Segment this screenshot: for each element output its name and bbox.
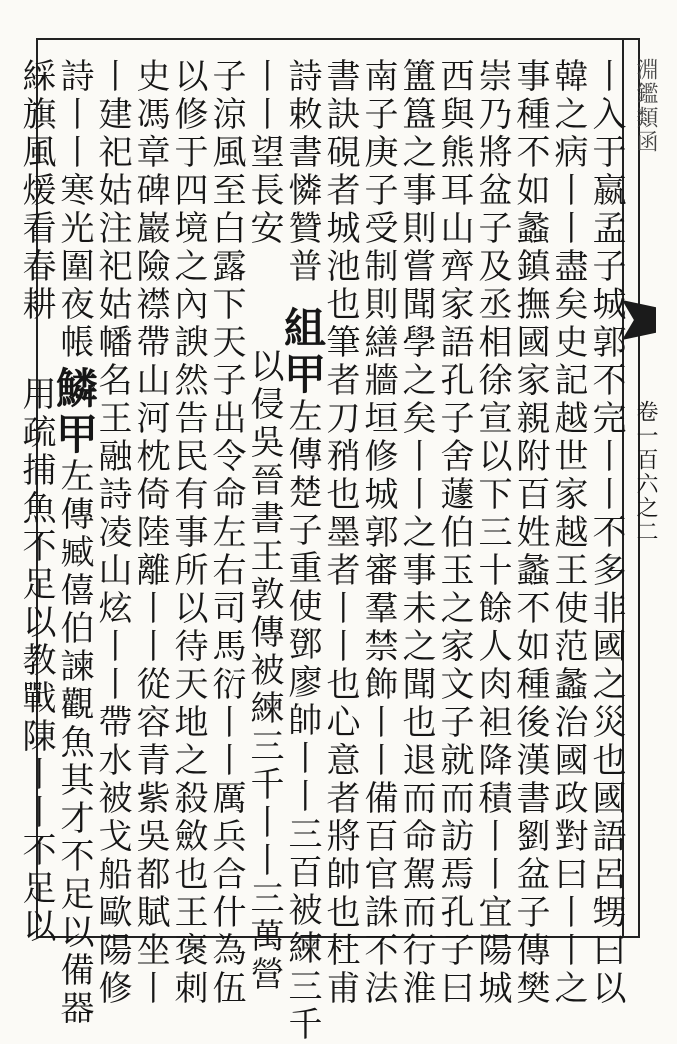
- poem-line: 詩敕書憐贊普: [282, 58, 322, 286]
- entry-text: 用疏捕魚不足以教戰陳丨丨不足以: [16, 376, 56, 946]
- text-column-7: 南子庚子受制則繕牆垣修城郭審羣禁飾丨丨備百官誅不法: [358, 58, 398, 1008]
- margin-title: 淵鑑類函: [633, 58, 658, 154]
- text-column-16: [16, 58, 56, 946]
- text-column-1: 丨入于嬴孟子城郭不完丨丨不多非國之災也國語呂甥曰以: [586, 58, 626, 1008]
- text-column-3: 事種不如蠡鎮撫國家親附百姓蠡不如種後漢書劉盆子傳樊: [510, 58, 550, 1008]
- text-column-4: 崇乃將盆子及丞相徐宣以下三十餘人肉袒降積丨丨宜陽城: [472, 58, 512, 1008]
- poem-line: 綵旗風煖看春耕: [16, 58, 56, 324]
- text-column-14: 丨建祀姑注祀姑幡名王融詩凌山炫丨丨帶水被戈船歐陽修: [92, 58, 132, 1008]
- text-column-11: 子涼風至白露下天子出令命左右司馬衍丨丨厲兵合什為伍: [206, 58, 246, 1008]
- poem-line: 丨丨望長安: [244, 58, 284, 248]
- text-column-15: [50, 58, 99, 1028]
- text-column-13: 史馮章碑巖險襟帶山河枕倚陸離丨丨從容青紫吳都賦坐丨: [130, 58, 170, 1008]
- entry-heading-linjia: 鱗甲: [50, 366, 99, 458]
- text-column-9: [278, 58, 327, 1044]
- text-column-6: 簠簋之事則嘗聞學之矣丨丨之事未之聞也退而命駕而行淮: [396, 58, 436, 1008]
- entry-heading-zujia: 組甲: [278, 306, 327, 398]
- text-column-5: 西與熊耳山齊家語孔子舍蘧伯玉之家文子就而訪焉孔子曰: [434, 58, 474, 1008]
- poem-line: 詩丨丨寒光圍夜帳: [54, 58, 94, 362]
- entry-text: 以侵吳晉書王敦傳被練三千丨丨三萬營: [244, 348, 284, 994]
- text-column-8: 書訣硯者城池也筆者刀矟也墨者丨丨也心意者將帥也杜甫: [320, 58, 360, 1008]
- text-column-2: 韓之病丨丨盡矣史記越世家越王使范蠡治國政對曰丨丨之: [548, 58, 588, 1008]
- text-column-10: [244, 58, 284, 994]
- text-column-12: 以修于四境之內諛然告民有事所以待天地之殺斂也王褒刺: [168, 58, 208, 1008]
- entry-text: 左傳楚子重使鄧廖帥丨丨三百被練三千: [282, 398, 322, 1044]
- volume-label: 卷一百六之二: [633, 400, 658, 544]
- entry-text: 左傳臧僖伯諫觀魚其才不足以備器: [54, 458, 94, 1028]
